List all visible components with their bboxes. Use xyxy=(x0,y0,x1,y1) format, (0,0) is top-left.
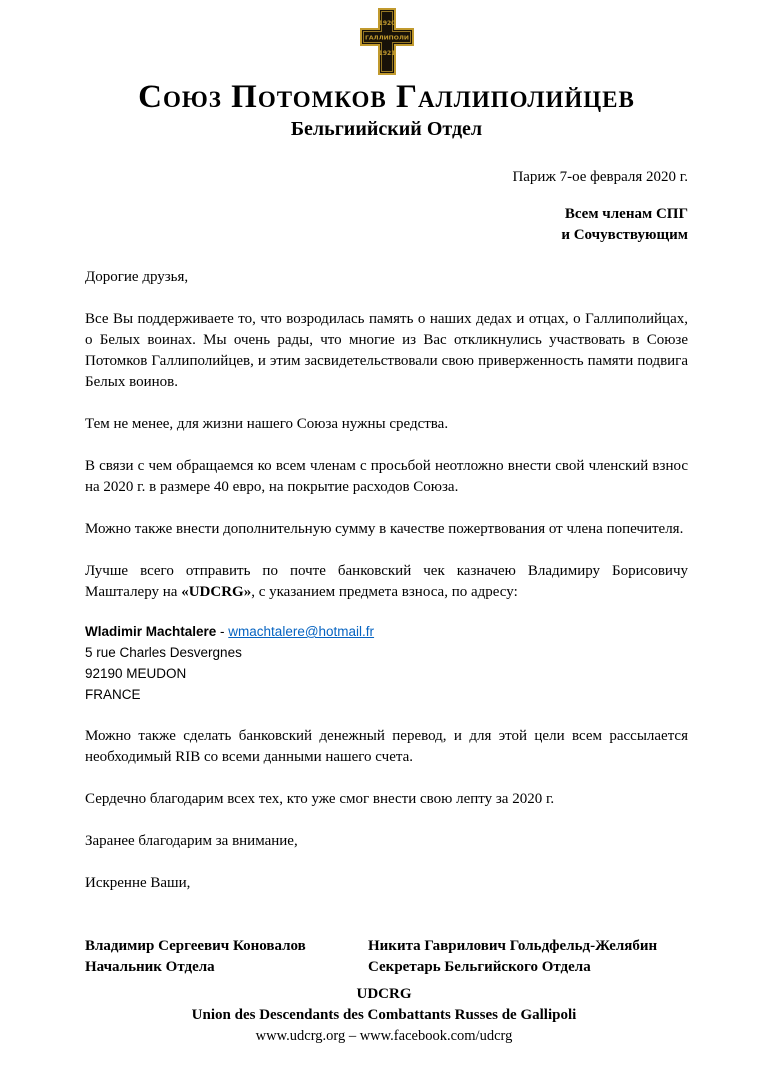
signer-role: Начальник Отдела xyxy=(85,959,215,975)
address-street: 5 rue Charles Desvergnes xyxy=(85,645,242,660)
footer-org-full: Union des Descendants des Combattants Russes de Gallipoli xyxy=(191,1007,577,1023)
signature-left xyxy=(85,936,368,978)
organization-title: Союз Потомков Галлиполийцев xyxy=(138,79,635,115)
paragraph-closing-thanks: Заранее благодарим за внимание, xyxy=(85,833,298,849)
contact-line xyxy=(85,621,688,642)
paragraph-text-before: Лучше всего отправить по почте банковский чек казначею Владимиру Борисовичу Машталеру на xyxy=(85,563,688,600)
paragraph-sincerely: Искренне Ваши, xyxy=(85,875,191,891)
addressee-block xyxy=(85,204,688,246)
letter-footer xyxy=(0,984,768,1047)
signer-name: Никита Гаврилович Гольдфельд-Желябин xyxy=(368,938,658,954)
address-block xyxy=(85,621,688,705)
contact-separator: - xyxy=(216,624,229,639)
footer-links: www.udcrg.org – www.facebook.com/udcrg xyxy=(255,1028,513,1044)
email-link[interactable]: wmachtalere@hotmail.fr xyxy=(228,624,375,639)
org-abbrev-bold: «UDCRG» xyxy=(181,584,252,600)
paragraph-memory: Все Вы поддерживаете то, что возродилась память о наших дедах и отцах, о Галлиполийцах, о Белых воинах. Мы очень рады, что многие из Вас откликнулись участвовать в Союзе Потомков Галлиполийцев, и этим засвидетельствовали свою приверженность памяти подвига Белых воинов. xyxy=(85,311,688,390)
addressee-line-1: Всем членам СПГ xyxy=(564,206,688,222)
paragraph-thanks: Сердечно благодарим всех тех, кто уже смог внести свою лепту за 2020 г. xyxy=(85,791,555,807)
signer-role: Секретарь Бельгийского Отдела xyxy=(368,959,591,975)
signer-name: Владимир Сергеевич Коновалов xyxy=(85,938,306,954)
emblem-year-top: 1920 xyxy=(378,20,395,27)
address-city: 92190 MEUDON xyxy=(85,666,187,681)
gallipoli-cross-emblem xyxy=(360,8,414,75)
footer-org-short: UDCRG xyxy=(356,986,412,1002)
addressee-line-2: и Сочувствующим xyxy=(561,227,688,243)
paragraph-membership-fee: В связи с чем обращаемся ко всем членам с просьбой неотложно внести свой членский взнос на 2020 г. в размере 40 евро, на покрытие расходов Союза. xyxy=(85,458,688,495)
paragraph-funds-needed: Тем не менее, для жизни нашего Союза нужны средства. xyxy=(85,416,449,432)
department-subtitle: Бельгиийский Отдел xyxy=(290,118,483,140)
paragraph-payment-instructions xyxy=(85,561,688,603)
signature-block xyxy=(85,936,688,978)
paragraph-bank-transfer: Можно также сделать банковский денежный перевод, и для этой цели всем рассылается необходимый RIB со всеми данными нашего счета. xyxy=(85,728,688,765)
contact-name: Wladimir Machtalere xyxy=(85,624,217,639)
date-line: Париж 7-ое февраля 2020 г. xyxy=(512,169,688,185)
salutation: Дорогие друзья, xyxy=(85,269,189,285)
paragraph-text-after: , с указанием предмета взноса, по адресу: xyxy=(251,584,518,600)
paragraph-donation: Можно также внести дополнительную сумму в качестве пожертвования от члена попечителя. xyxy=(85,521,684,537)
emblem-year-bottom: 1921 xyxy=(378,50,395,57)
address-country: FRANCE xyxy=(85,687,141,702)
cross-icon xyxy=(360,8,414,75)
signature-right xyxy=(368,936,688,978)
emblem-label: ГАЛЛИПОЛИ xyxy=(364,35,409,42)
